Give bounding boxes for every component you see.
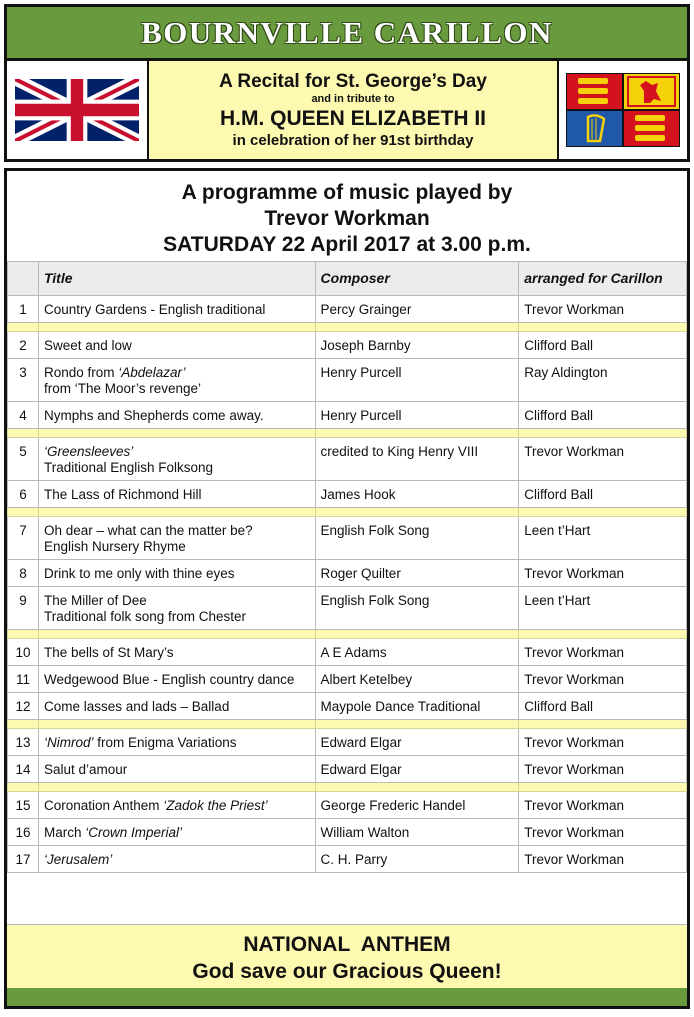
banner-title: BOURNVILLE CARILLON bbox=[141, 14, 553, 50]
row-subtitle: from ‘The Moor’s revenge’ bbox=[43, 381, 202, 396]
row-arranger: Trevor Workman bbox=[519, 819, 687, 846]
row-title bbox=[38, 792, 315, 819]
table-row bbox=[8, 296, 687, 323]
footer-green-bar bbox=[7, 988, 687, 1006]
header-arranger: arranged for Carillon bbox=[519, 262, 687, 296]
row-num: 6 bbox=[8, 481, 39, 508]
table-row bbox=[8, 639, 687, 666]
union-jack-flag-icon bbox=[15, 73, 139, 147]
right-flag-cell bbox=[557, 61, 687, 159]
row-title: Wedgewood Blue - English country dance bbox=[38, 666, 315, 693]
anthem-title: God save our Gracious Queen! bbox=[192, 960, 502, 983]
spacer-row bbox=[8, 783, 687, 792]
table-row bbox=[8, 792, 687, 819]
header-row bbox=[7, 61, 687, 159]
row-num: 10 bbox=[8, 639, 39, 666]
programme-box bbox=[4, 168, 690, 1009]
row-arranger: Clifford Ball bbox=[519, 332, 687, 359]
row-composer: Edward Elgar bbox=[315, 729, 519, 756]
row-composer: A E Adams bbox=[315, 639, 519, 666]
row-title-italic: ‘Zadok the Priest’ bbox=[163, 798, 268, 813]
row-title-italic: ‘Abdelazar’ bbox=[118, 365, 186, 380]
row-title bbox=[38, 359, 315, 402]
table-row bbox=[8, 819, 687, 846]
row-title-part: The Miller of Dee bbox=[43, 593, 147, 608]
row-composer: English Folk Song bbox=[315, 517, 519, 560]
row-composer: Roger Quilter bbox=[315, 560, 519, 587]
row-title-italic: ‘Nimrod’ bbox=[43, 735, 94, 750]
table-row bbox=[8, 438, 687, 481]
left-flag-cell bbox=[7, 61, 149, 159]
row-title: Nymphs and Shepherds come away. bbox=[38, 402, 315, 429]
row-num: 3 bbox=[8, 359, 39, 402]
row-num: 15 bbox=[8, 792, 39, 819]
header-line-tribute: and in tribute to bbox=[311, 93, 395, 105]
row-arranger: Trevor Workman bbox=[519, 560, 687, 587]
row-arranger: Clifford Ball bbox=[519, 402, 687, 429]
row-arranger: Clifford Ball bbox=[519, 693, 687, 720]
row-arranger: Trevor Workman bbox=[519, 792, 687, 819]
table-header-row bbox=[8, 262, 687, 296]
row-num: 4 bbox=[8, 402, 39, 429]
row-composer: Edward Elgar bbox=[315, 756, 519, 783]
table-row bbox=[8, 402, 687, 429]
row-arranger: Trevor Workman bbox=[519, 756, 687, 783]
row-arranger: Trevor Workman bbox=[519, 438, 687, 481]
header-line-queen: H.M. QUEEN ELIZABETH II bbox=[219, 107, 486, 130]
title-banner bbox=[7, 7, 687, 61]
row-composer: Joseph Barnby bbox=[315, 332, 519, 359]
row-title: Come lasses and lads – Ballad bbox=[38, 693, 315, 720]
header-box bbox=[4, 4, 690, 162]
row-composer: James Hook bbox=[315, 481, 519, 508]
row-arranger: Ray Aldington bbox=[519, 359, 687, 402]
row-num: 12 bbox=[8, 693, 39, 720]
row-composer: Henry Purcell bbox=[315, 402, 519, 429]
row-arranger: Leen t’Hart bbox=[519, 517, 687, 560]
row-arranger: Trevor Workman bbox=[519, 639, 687, 666]
table-row bbox=[8, 587, 687, 630]
performer-name: Trevor Workman bbox=[264, 207, 430, 230]
programme-intro: A programme of music played by bbox=[181, 181, 513, 204]
row-composer: Henry Purcell bbox=[315, 359, 519, 402]
spacer-row bbox=[8, 630, 687, 639]
row-composer: George Frederic Handel bbox=[315, 792, 519, 819]
table-row bbox=[8, 666, 687, 693]
header-line-recital: A Recital for St. George’s Day bbox=[219, 71, 487, 92]
row-num: 7 bbox=[8, 517, 39, 560]
table-row bbox=[8, 517, 687, 560]
event-date: SATURDAY 22 April 2017 at 3.00 p.m. bbox=[163, 233, 531, 256]
row-arranger: Leen t’Hart bbox=[519, 587, 687, 630]
row-title bbox=[38, 438, 315, 481]
row-title: ‘Jerusalem’ bbox=[38, 846, 315, 873]
row-title: Sweet and low bbox=[38, 332, 315, 359]
spacer-row bbox=[8, 323, 687, 332]
row-title bbox=[38, 517, 315, 560]
row-arranger: Trevor Workman bbox=[519, 729, 687, 756]
row-title-italic: ‘Greensleeves’ bbox=[43, 444, 134, 459]
row-num: 8 bbox=[8, 560, 39, 587]
anthem-heading: NATIONAL ANTHEM bbox=[243, 933, 451, 956]
row-num: 11 bbox=[8, 666, 39, 693]
row-title bbox=[38, 587, 315, 630]
row-title-part: Rondo from bbox=[43, 365, 119, 380]
row-composer: English Folk Song bbox=[315, 587, 519, 630]
row-subtitle: Traditional English Folksong bbox=[43, 460, 214, 475]
table-row bbox=[8, 846, 687, 873]
row-num: 16 bbox=[8, 819, 39, 846]
header-composer: Composer bbox=[315, 262, 519, 296]
row-title bbox=[38, 729, 315, 756]
programme-table bbox=[7, 261, 687, 873]
table-row bbox=[8, 756, 687, 783]
row-composer: credited to King Henry VIII bbox=[315, 438, 519, 481]
row-composer: Albert Ketelbey bbox=[315, 666, 519, 693]
row-composer: C. H. Parry bbox=[315, 846, 519, 873]
row-composer: Maypole Dance Traditional bbox=[315, 693, 519, 720]
table-row bbox=[8, 729, 687, 756]
table-row bbox=[8, 481, 687, 508]
row-title-part: Oh dear – what can the matter be? bbox=[43, 523, 253, 538]
row-num: 13 bbox=[8, 729, 39, 756]
anthem-footer bbox=[7, 924, 687, 988]
table-row bbox=[8, 560, 687, 587]
row-title: The Lass of Richmond Hill bbox=[38, 481, 315, 508]
header-num bbox=[8, 262, 39, 296]
header-line-birthday: in celebration of her 91st birthday bbox=[232, 132, 474, 149]
row-title: Country Gardens - English traditional bbox=[38, 296, 315, 323]
programme-heading bbox=[7, 171, 687, 261]
header-title: Title bbox=[38, 262, 315, 296]
row-arranger: Trevor Workman bbox=[519, 846, 687, 873]
row-title-part: Coronation Anthem bbox=[43, 798, 164, 813]
row-num: 1 bbox=[8, 296, 39, 323]
row-composer: William Walton bbox=[315, 819, 519, 846]
spacer-row bbox=[8, 720, 687, 729]
table-row bbox=[8, 332, 687, 359]
row-title-part: March bbox=[43, 825, 86, 840]
row-title-italic: ‘Crown Imperial’ bbox=[85, 825, 183, 840]
row-title: Salut d’amour bbox=[38, 756, 315, 783]
table-row bbox=[8, 359, 687, 402]
row-num: 9 bbox=[8, 587, 39, 630]
row-title-part: from Enigma Variations bbox=[93, 735, 237, 750]
row-num: 2 bbox=[8, 332, 39, 359]
row-num: 17 bbox=[8, 846, 39, 873]
spacer-row bbox=[8, 508, 687, 517]
row-num: 5 bbox=[8, 438, 39, 481]
table-row bbox=[8, 693, 687, 720]
spacer-row bbox=[8, 429, 687, 438]
row-arranger: Clifford Ball bbox=[519, 481, 687, 508]
row-arranger: Trevor Workman bbox=[519, 666, 687, 693]
row-subtitle: Traditional folk song from Chester bbox=[43, 609, 247, 624]
row-title bbox=[38, 819, 315, 846]
row-title: The bells of St Mary’s bbox=[38, 639, 315, 666]
row-subtitle: English Nursery Rhyme bbox=[43, 539, 186, 554]
row-num: 14 bbox=[8, 756, 39, 783]
row-title: Drink to me only with thine eyes bbox=[38, 560, 315, 587]
row-composer: Percy Grainger bbox=[315, 296, 519, 323]
row-arranger: Trevor Workman bbox=[519, 296, 687, 323]
header-center bbox=[149, 61, 557, 159]
royal-standard-flag-icon bbox=[566, 73, 680, 147]
